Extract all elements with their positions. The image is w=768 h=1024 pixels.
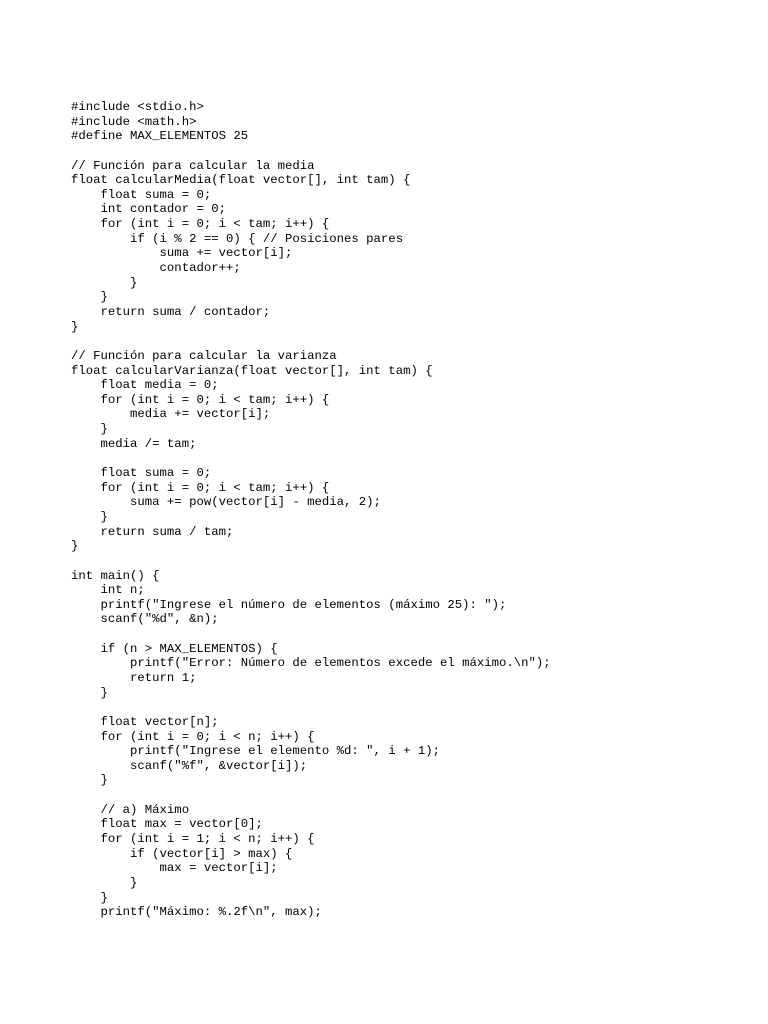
- code-line: }: [71, 319, 79, 334]
- code-line: float suma = 0;: [71, 187, 212, 202]
- code-line: }: [71, 509, 108, 524]
- code-line: int contador = 0;: [71, 202, 226, 217]
- code-line: suma += pow(vector[i] - media, 2);: [71, 495, 381, 510]
- code-line: [71, 451, 731, 466]
- code-line: for (int i = 0; i < tam; i++) {: [71, 217, 330, 232]
- code-line: [71, 627, 731, 642]
- code-line: }: [71, 275, 138, 290]
- code-line: printf("Ingrese el elemento %d: ", i + 1);: [71, 744, 440, 759]
- code-line: }: [71, 685, 108, 700]
- code-line: scanf("%f", &vector[i]);: [71, 758, 308, 773]
- code-line: return suma / tam;: [71, 524, 234, 539]
- code-line: printf("Error: Número de elementos excede el máximo.\n");: [71, 656, 551, 671]
- code-line: float media = 0;: [71, 378, 219, 393]
- code-line: float calcularVarianza(float vector[], int tam) {: [71, 363, 433, 378]
- code-line: suma += vector[i];: [71, 246, 293, 261]
- code-line: printf("Ingrese el número de elementos (máximo 25): ");: [71, 597, 507, 612]
- code-line: }: [71, 875, 138, 890]
- code-line: }: [71, 290, 108, 305]
- code-line: return suma / contador;: [71, 304, 271, 319]
- code-line: printf("Máximo: %.2f\n", max);: [71, 905, 322, 920]
- code-line: int main() {: [71, 568, 160, 583]
- code-line: [71, 788, 731, 803]
- code-line: if (n > MAX_ELEMENTOS) {: [71, 641, 278, 656]
- code-line: // a) Máximo: [71, 802, 190, 817]
- code-line: // Función para calcular la varianza: [71, 348, 337, 363]
- code-line: for (int i = 0; i < tam; i++) {: [71, 392, 330, 407]
- code-line: for (int i = 1; i < n; i++) {: [71, 832, 315, 847]
- code-line: float calcularMedia(float vector[], int tam) {: [71, 173, 411, 188]
- code-line: [71, 700, 731, 715]
- code-line: for (int i = 0; i < tam; i++) {: [71, 480, 330, 495]
- code-line: [71, 554, 731, 569]
- code-line: float suma = 0;: [71, 466, 212, 481]
- code-line: scanf("%d", &n);: [71, 612, 219, 627]
- code-line: media /= tam;: [71, 436, 197, 451]
- code-line: max = vector[i];: [71, 861, 278, 876]
- code-line: // Función para calcular la media: [71, 158, 315, 173]
- code-line: #include <math.h>: [71, 114, 197, 129]
- code-line: media += vector[i];: [71, 407, 271, 422]
- code-line: if (i % 2 == 0) { // Posiciones pares: [71, 231, 404, 246]
- code-line: int n;: [71, 583, 145, 598]
- code-line: }: [71, 539, 79, 554]
- code-line: [71, 334, 731, 349]
- code-line: float vector[n];: [71, 714, 219, 729]
- code-line: if (vector[i] > max) {: [71, 846, 293, 861]
- code-line: #define MAX_ELEMENTOS 25: [71, 129, 249, 144]
- code-document: [71, 100, 731, 920]
- code-line: for (int i = 0; i < n; i++) {: [71, 729, 315, 744]
- code-line: float max = vector[0];: [71, 817, 263, 832]
- code-line: }: [71, 890, 108, 905]
- code-line: }: [71, 422, 108, 437]
- code-line: #include <stdio.h>: [71, 100, 204, 114]
- code-line: [71, 144, 731, 159]
- code-line: contador++;: [71, 261, 241, 276]
- code-line: }: [71, 773, 108, 788]
- code-line: return 1;: [71, 670, 197, 685]
